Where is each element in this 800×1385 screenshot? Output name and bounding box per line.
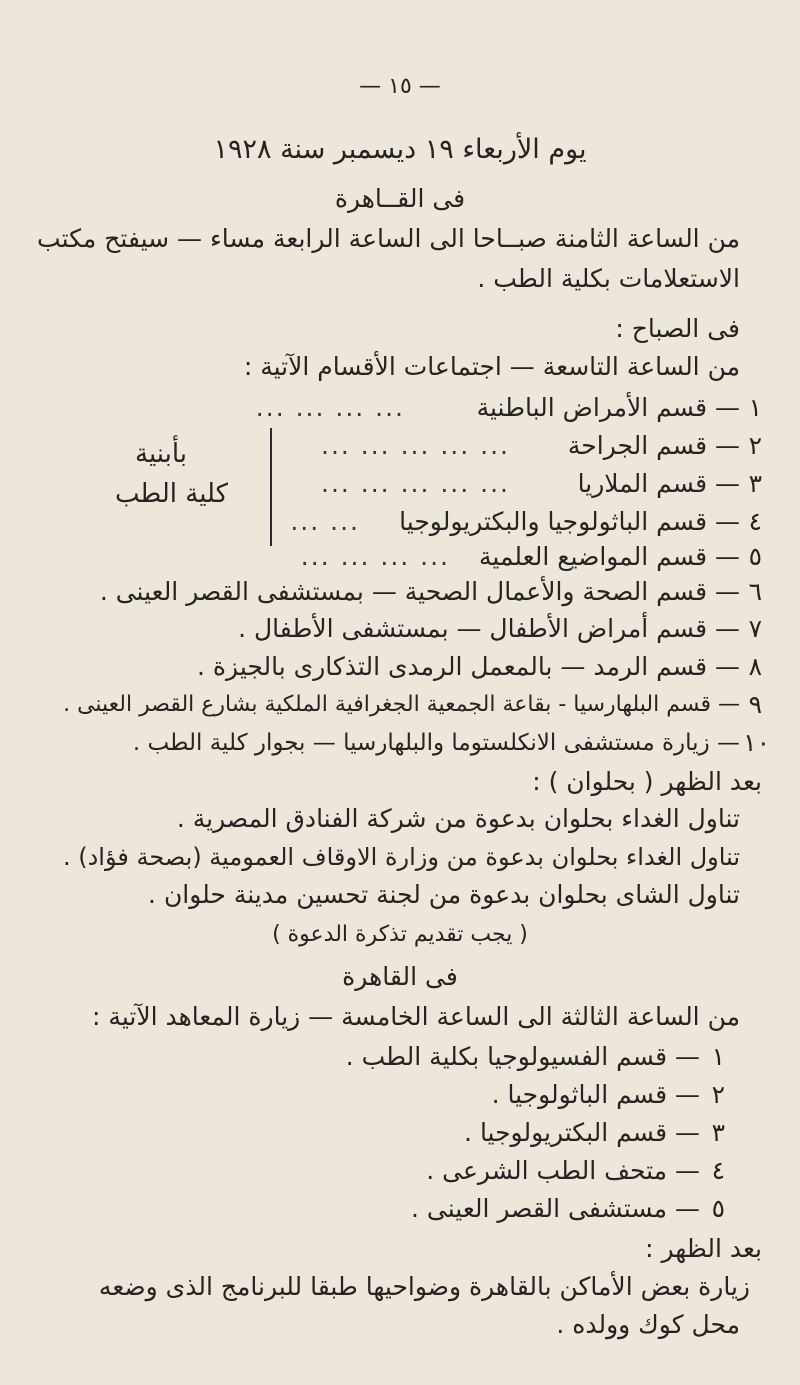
item-number: ٨ xyxy=(748,652,762,681)
day-title: يوم الأربعاء ١٩ ديسمبر سنة ١٩٢٨ xyxy=(213,134,587,165)
helwan-tea: تناول الشاى بحلوان بدعوة من لجنة تحسين مدينة حلوان . xyxy=(148,880,740,909)
nine-oclock-line: من الساعة التاسعة — اجتماعات الأقسام الآتية : xyxy=(243,352,740,381)
closing-line-1: زيارة بعض الأماكن بالقاهرة وضواحيها طبقا للبرنامج الذى وضعه xyxy=(98,1272,750,1301)
morning-heading: فى الصباح : xyxy=(615,314,740,343)
afternoon-heading: بعد الظهر : xyxy=(645,1234,762,1263)
item-text: — قسم أمراض الأطفال — بمستشفى الأطفال . xyxy=(238,614,740,643)
leader-dots: ... ... ... ... ... xyxy=(321,431,510,460)
item-number: ٥ xyxy=(711,1194,725,1223)
item-number: ٤ xyxy=(711,1156,725,1185)
item-text: — متحف الطب الشرعى . xyxy=(426,1156,700,1185)
item-number: ٢ xyxy=(748,431,762,460)
item-number: ٩ xyxy=(748,690,762,719)
afternoon-helwan-heading: بعد الظهر ( بحلوان ) : xyxy=(532,767,762,796)
leader-dots: ... ... xyxy=(290,507,360,536)
item-text: — قسم الجراحة xyxy=(567,431,740,460)
city-heading-cairo-2: فى القاهرة xyxy=(342,962,458,991)
item-text: — قسم البكتريولوجيا . xyxy=(464,1118,700,1147)
intro-line-1: من الساعة الثامنة صبــاحا الى الساعة الرابعة مساء — سيفتح مكتب xyxy=(37,224,740,253)
item-text: — قسم المواضيع العلمية xyxy=(479,542,740,571)
three-oclock-line: من الساعة الثالثة الى الساعة الخامسة — زيارة المعاهد الآتية : xyxy=(92,1002,740,1031)
item-text: — قسم الفسيولوجيا بكلية الطب . xyxy=(345,1042,700,1071)
item-text: — قسم البلهارسيا - بقاعة الجمعية الجغرافية الملكية بشارع القصر العينى . xyxy=(63,692,740,717)
helwan-lunch-awqaf: تناول الغداء بحلوان بدعوة من وزارة الاوقاف العمومية (بصحة فؤاد) . xyxy=(62,843,740,871)
item-number: ٥ xyxy=(748,542,762,571)
item-number: ١ xyxy=(748,393,762,422)
item-number: ٦ xyxy=(748,577,762,606)
item-text: — قسم الرمد — بالمعمل الرمدى التذكارى بالجيزة . xyxy=(197,652,740,681)
item-text: — قسم الملاريا xyxy=(577,469,740,498)
leader-dots: ... ... ... ... ... xyxy=(321,469,510,498)
invitation-note: ( يجب تقديم تذكرة الدعوة ) xyxy=(272,922,528,947)
item-number: ٧ xyxy=(748,614,762,643)
closing-line-2: محل كوك وولده . xyxy=(556,1310,740,1339)
grouping-brace xyxy=(270,428,272,546)
faculty-label-medicine: كلية الطب xyxy=(115,479,229,509)
item-number: ٣ xyxy=(748,469,762,498)
faculty-label-buildings: بأبنية xyxy=(135,439,188,469)
leader-dots: ... ... ... ... xyxy=(255,393,405,422)
helwan-lunch-hotels: تناول الغداء بحلوان بدعوة من شركة الفنادق المصرية . xyxy=(176,804,740,833)
item-text: — قسم الصحة والأعمال الصحية — بمستشفى القصر العينى . xyxy=(99,577,740,606)
item-text: — مستشفى القصر العينى . xyxy=(411,1194,700,1223)
item-number: ٣ xyxy=(711,1118,725,1147)
leader-dots: ... ... ... ... xyxy=(300,542,450,571)
city-heading-cairo: فى القــاهرة xyxy=(334,184,466,213)
item-text: — قسم الباثولوجيا . xyxy=(491,1080,700,1109)
item-number: ١٠ xyxy=(743,728,770,757)
item-text: — قسم الباثولوجيا والبكتريولوجيا xyxy=(399,507,740,536)
intro-line-2: الاستعلامات بكلية الطب . xyxy=(477,264,740,293)
item-text: — زيارة مستشفى الانكلستوما والبلهارسيا — بجوار كلية الطب . xyxy=(132,730,740,756)
item-number: ١ xyxy=(711,1042,725,1071)
item-number: ٢ xyxy=(711,1080,725,1109)
item-text: — قسم الأمراض الباطنية xyxy=(476,393,740,422)
page-number: — ١٥ — xyxy=(359,74,441,99)
item-number: ٤ xyxy=(748,507,762,536)
